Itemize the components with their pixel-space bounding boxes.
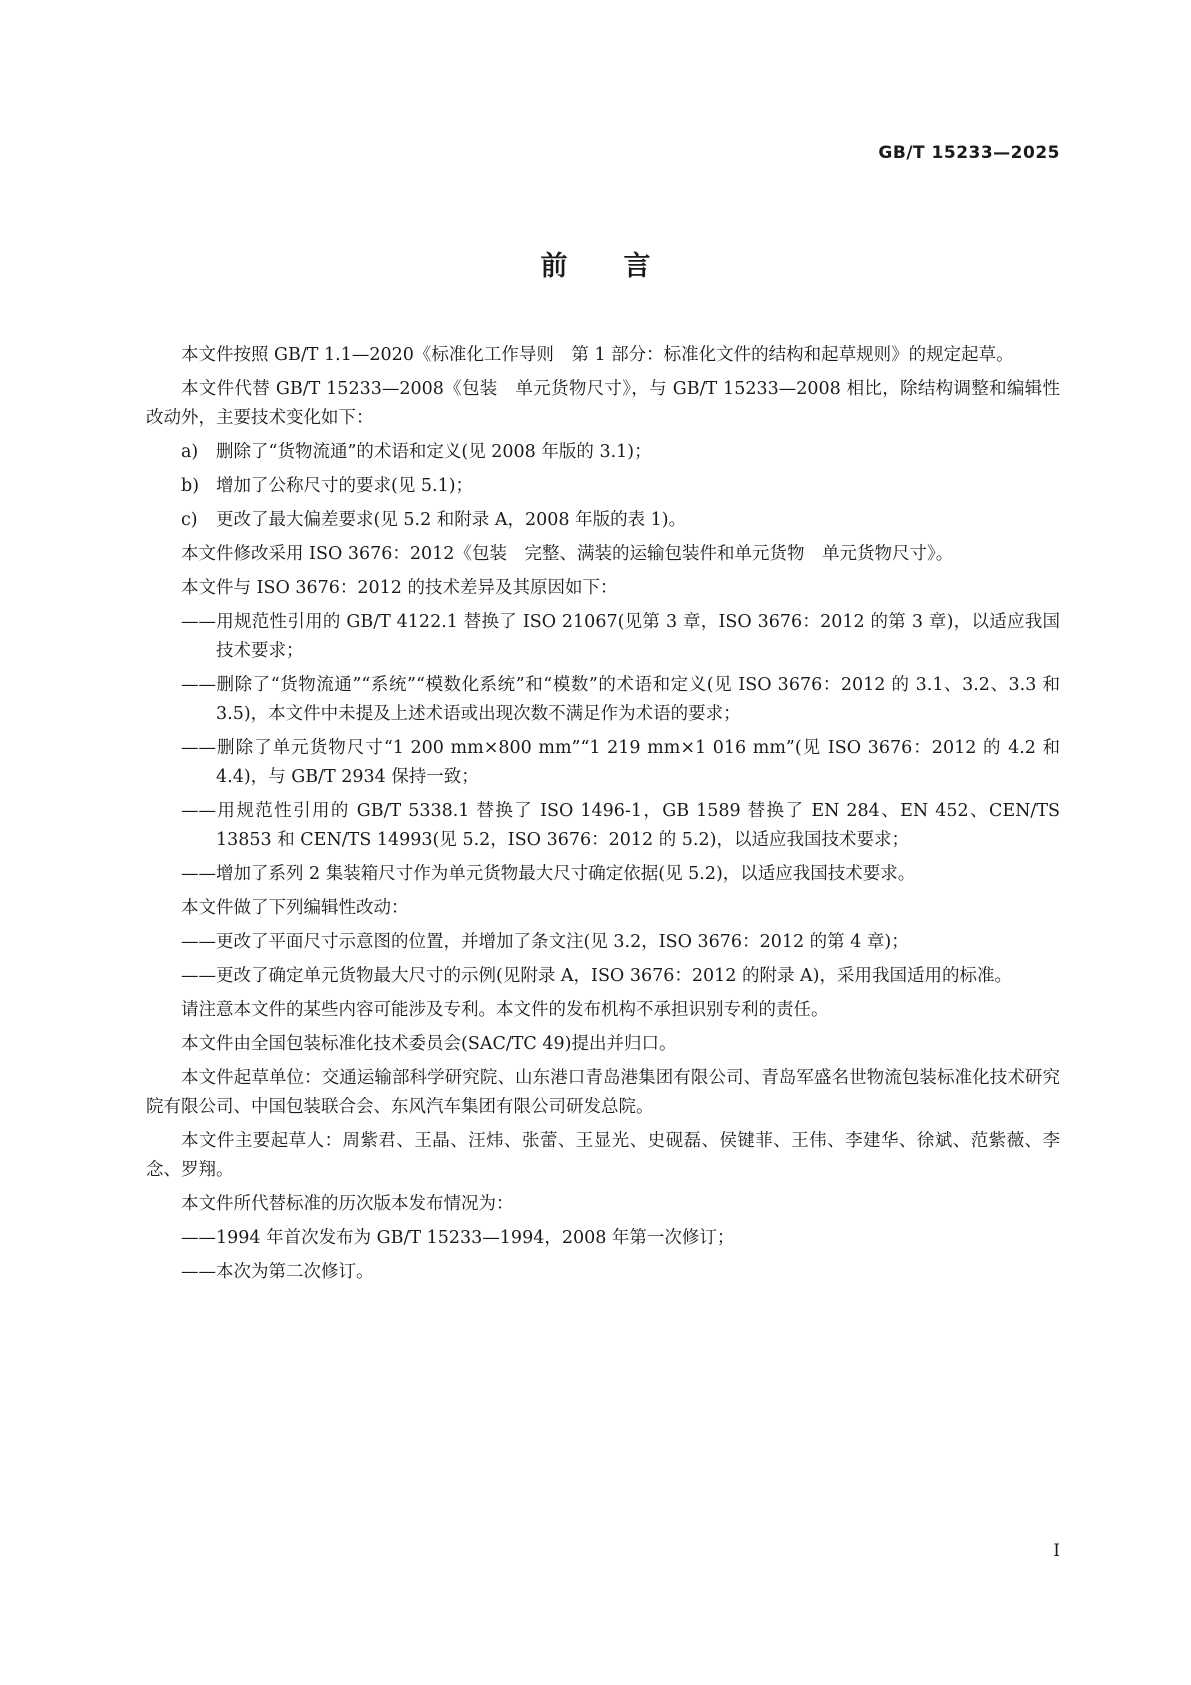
dash-item: ——增加了系列 2 集装箱尺寸作为单元货物最大尺寸确定依据(见 5.2)，以适应我国技术要求。	[181, 864, 916, 884]
paragraph-replacement: 本文件代替 GB/T 15233—2008《包装 单元货物尺寸》，与 GB/T 15233—2008 相比，除结构调整和编辑性改动外，主要技术变化如下：	[146, 379, 1060, 428]
list-marker: c)	[181, 510, 198, 530]
list-item	[181, 506, 1060, 535]
dash-item: ——更改了平面尺寸示意图的位置，并增加了条文注(见 3.2，ISO 3676：2012 的第 4 章)；	[181, 932, 909, 952]
paragraph-iso-adoption: 本文件修改采用 ISO 3676：2012《包装 完整、满装的运输包装件和单元货物 单元货物尺寸》。	[181, 544, 954, 564]
dash-item: ——1994 年首次发布为 GB/T 15233—1994，2008 年第一次修订；	[181, 1228, 735, 1248]
dash-item: ——用规范性引用的 GB/T 5338.1 替换了 ISO 1496-1，GB 1589 替换了 EN 284、EN 452、CEN/TS 13853 和 CEN/TS 14993(见 5.2，ISO 3676：2012 的 5.2)，以适应我国技术要求；	[181, 801, 1060, 850]
list-item-text: 删除了“货物流通”的术语和定义(见 2008 年版的 3.1)；	[216, 442, 652, 462]
list-item-text: 增加了公称尺寸的要求(见 5.1)；	[216, 476, 474, 496]
dash-item: ——删除了单元货物尺寸“1 200 mm×800 mm”“1 219 mm×1 016 mm”(见 ISO 3676：2012 的 4.2 和 4.4)，与 GB/T 2934 保持一致；	[181, 738, 1060, 787]
page-number: I	[1053, 1541, 1060, 1561]
list-item-text: 更改了最大偏差要求(见 5.2 和附录 A，2008 年版的表 1)。	[216, 510, 687, 530]
dash-item: ——用规范性引用的 GB/T 4122.1 替换了 ISO 21067(见第 3 章，ISO 3676：2012 的第 3 章)，以适应我国技术要求；	[181, 612, 1060, 661]
paragraph-drafting-rules: 本文件按照 GB/T 1.1—2020《标准化工作导则 第 1 部分：标准化文件的结构和起草规则》的规定起草。	[181, 345, 1014, 365]
standard-code: GB/T 15233—2025	[878, 143, 1060, 163]
foreword-body	[146, 341, 1060, 1292]
paragraph-committee: 本文件由全国包装标准化技术委员会(SAC/TC 49)提出并归口。	[181, 1034, 677, 1054]
paragraph-tech-diff-intro: 本文件与 ISO 3676：2012 的技术差异及其原因如下：	[181, 578, 618, 598]
page-title: 前言	[540, 251, 707, 282]
dash-item: ——更改了确定单元货物最大尺寸的示例(见附录 A，ISO 3676：2012 的附录 A)，采用我国适用的标准。	[181, 966, 1012, 986]
paragraph-drafting-units: 本文件起草单位：交通运输部科学研究院、山东港口青岛港集团有限公司、青岛军盛名世物流包装标准化技术研究院有限公司、中国包装联合会、东风汽车集团有限公司研发总院。	[146, 1068, 1060, 1117]
dash-item: ——本次为第二次修订。	[181, 1262, 374, 1282]
list-marker: b)	[181, 476, 200, 496]
list-item	[181, 438, 1060, 467]
list-item	[181, 472, 1060, 501]
paragraph-history-intro: 本文件所代替标准的历次版本发布情况为：	[181, 1194, 514, 1214]
dash-item: ——删除了“货物流通”“系统”“模数化系统”和“模数”的术语和定义(见 ISO 3676：2012 的 3.1、3.2、3.3 和 3.5)，本文件中未提及上述术语或出现次数不满足作为术语的要求；	[181, 675, 1060, 724]
list-marker: a)	[181, 442, 199, 462]
paragraph-drafters: 本文件主要起草人：周紫君、王晶、汪炜、张蕾、王显光、史砚磊、侯键菲、王伟、李建华、徐斌、范紫薇、李念、罗翔。	[146, 1131, 1060, 1180]
paragraph-patent-notice: 请注意本文件的某些内容可能涉及专利。本文件的发布机构不承担识别专利的责任。	[181, 1000, 829, 1020]
paragraph-editorial-intro: 本文件做了下列编辑性改动：	[181, 898, 409, 918]
